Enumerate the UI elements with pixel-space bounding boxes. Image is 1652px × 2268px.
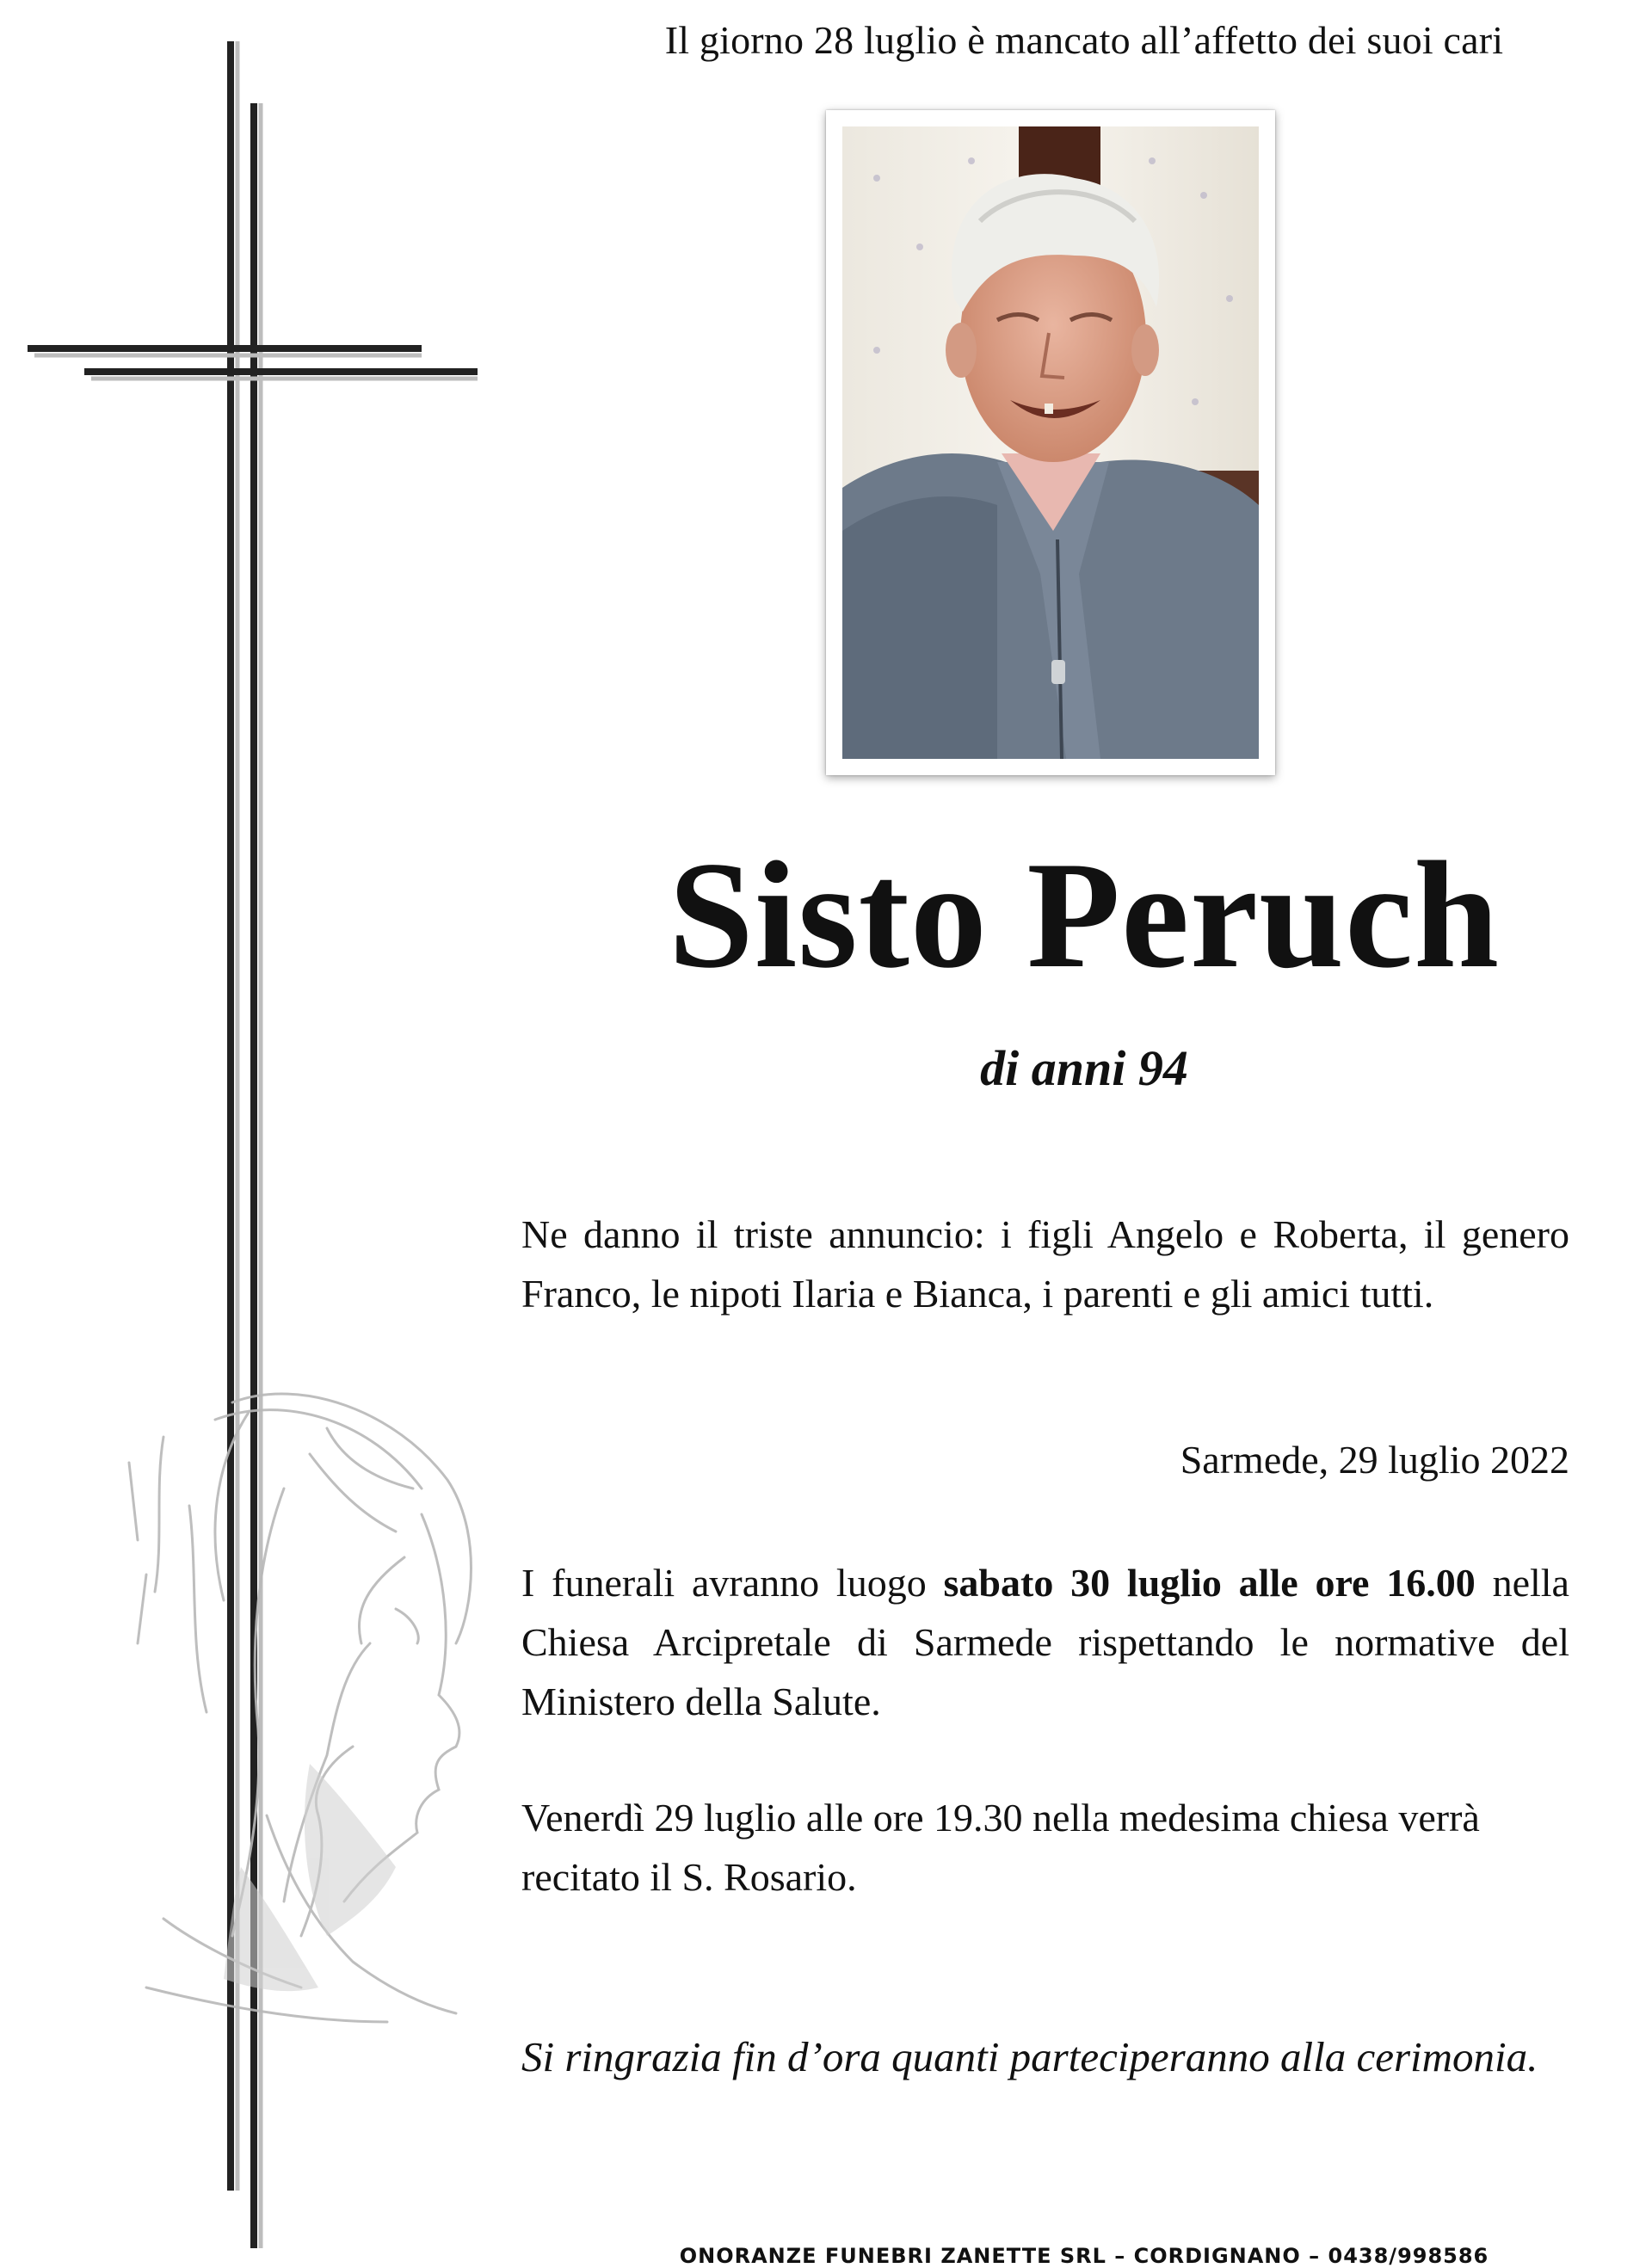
funeral-paragraph: [521, 1553, 1569, 1731]
rosary-paragraph: Venerdì 29 luglio alle ore 19.30 nella medesima chiesa verrà recitato il S. Rosario.: [521, 1796, 1480, 1899]
funeral-date-time: sabato 30 luglio alle ore 16.00: [943, 1561, 1476, 1605]
intro-text: Il giorno 28 luglio è mancato all’affetto dei suoi cari: [664, 18, 1504, 62]
deceased-name: Sisto Peruch: [668, 829, 1501, 1000]
deceased-age: di anni 94: [980, 1040, 1188, 1096]
footer-funeral-home: ONORANZE FUNEBRI ZANETTE SRL – CORDIGNANO – 0438/998586: [679, 2244, 1489, 2268]
portrait-photo: [842, 126, 1259, 759]
christ-sketch-icon: [112, 1385, 490, 2039]
photo-frame: [826, 110, 1275, 775]
place-date: Sarmede, 29 luglio 2022: [1180, 1438, 1569, 1482]
funeral-text-suffix: nella Chiesa Arcipretale di Sarmede rispettando le normative del Ministero della Salute.: [521, 1561, 1569, 1723]
thanks-text: Si ringrazia fin d’ora quanti parteciperanno alla cerimonia.: [521, 2033, 1538, 2080]
funeral-text-prefix: I funerali avranno luogo: [521, 1561, 944, 1605]
announcement-paragraph: Ne danno il triste annuncio: i figli Angelo e Roberta, il genero Franco, le nipoti Ilaria e Bianca, i parenti e gli amici tutti.: [521, 1212, 1569, 1316]
